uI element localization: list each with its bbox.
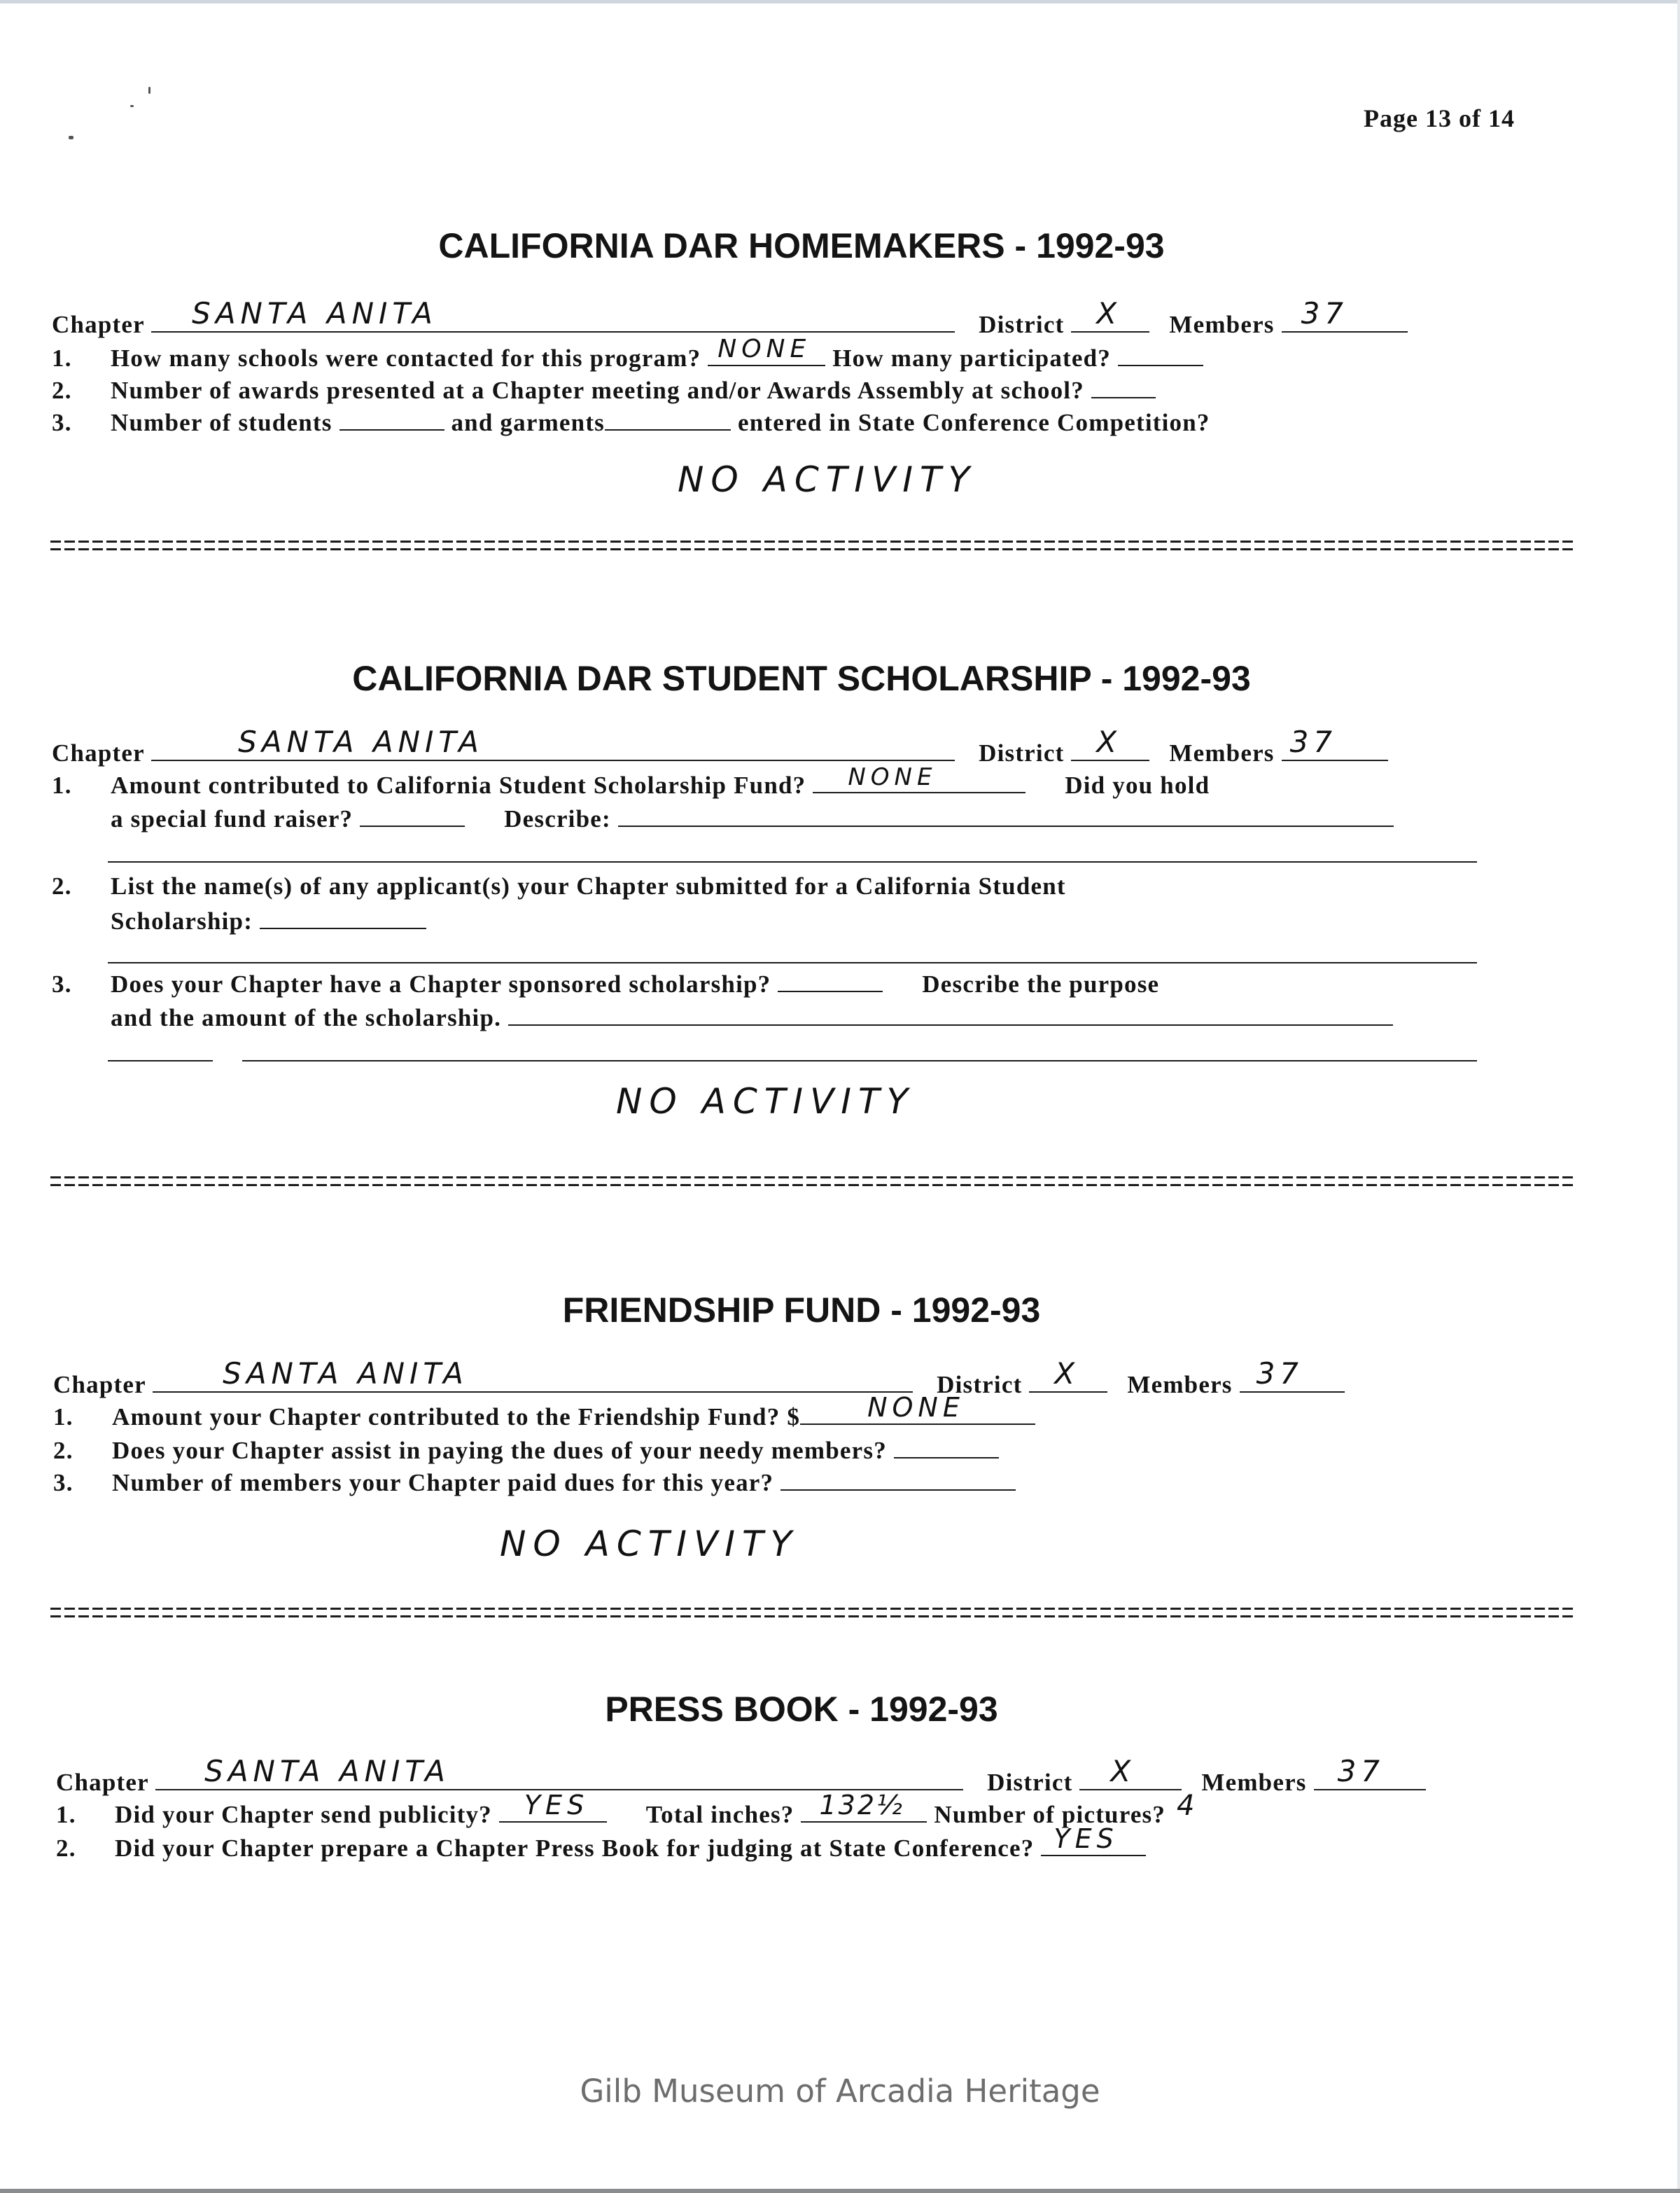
homemakers-q3 xyxy=(52,408,1210,438)
schools-contacted-value: NONE xyxy=(718,335,811,363)
total-inches-field[interactable] xyxy=(801,1790,927,1823)
members-label: Members xyxy=(1169,739,1275,767)
total-inches-value: 132½ xyxy=(819,1790,904,1820)
scholarship-amount-field[interactable] xyxy=(813,763,1026,793)
district-label: District xyxy=(937,1371,1023,1398)
friendship-title: FRIENDSHIP FUND - 1992-93 xyxy=(562,1290,1041,1330)
question-text: Describe: xyxy=(504,805,611,833)
sponsored-scholarship-field[interactable] xyxy=(778,970,883,992)
friendship-q3 xyxy=(53,1468,1016,1498)
press-book-value: YES xyxy=(1054,1823,1119,1854)
scholarship-q3 xyxy=(52,969,1159,1000)
chapter-label: Chapter xyxy=(53,1371,146,1398)
question-text: a special fund raiser? xyxy=(111,805,354,833)
members-value: 37 xyxy=(1256,1356,1304,1391)
question-text: Amount contributed to California Student Scholarship Fund? xyxy=(111,772,806,799)
question-number: 2. xyxy=(56,1835,76,1862)
scholarship-chapter-row xyxy=(52,725,1388,769)
chapter-field[interactable] xyxy=(151,725,955,761)
scholarship-q2-cont xyxy=(111,906,426,937)
purpose-line xyxy=(108,1060,213,1061)
right-edge xyxy=(1677,0,1680,2193)
question-text: Did your Chapter prepare a Chapter Press Book for judging at State Conference? xyxy=(115,1835,1035,1862)
question-number: 3. xyxy=(52,409,72,436)
question-text: Does your Chapter assist in paying the dues of your needy members? xyxy=(112,1437,887,1464)
schools-contacted-field[interactable] xyxy=(708,335,825,366)
chapter-value: SANTA ANITA xyxy=(223,1356,468,1391)
question-text: Did your Chapter send publicity? xyxy=(115,1801,492,1828)
homemakers-q1 xyxy=(52,335,1203,374)
homemakers-q2 xyxy=(52,375,1156,406)
chapter-field[interactable] xyxy=(155,1754,963,1790)
members-paid-field[interactable] xyxy=(780,1468,1016,1491)
watermark: Gilb Museum of Arcadia Heritage xyxy=(580,2073,1100,2110)
fund-raiser-field[interactable] xyxy=(360,805,465,827)
district-field[interactable] xyxy=(1029,1356,1107,1393)
members-value: 37 xyxy=(1337,1754,1385,1788)
scholarship-title: CALIFORNIA DAR STUDENT SCHOLARSHIP - 1992-93 xyxy=(352,659,1251,698)
needy-members-field[interactable] xyxy=(894,1436,999,1458)
district-value: X xyxy=(1096,296,1122,330)
chapter-field[interactable] xyxy=(153,1356,913,1393)
scholarship-amount-value: NONE xyxy=(848,763,937,791)
students-field[interactable] xyxy=(340,408,444,431)
chapter-label: Chapter xyxy=(52,739,145,767)
scan-speck xyxy=(130,105,134,107)
chapter-value: SANTA ANITA xyxy=(238,725,484,759)
question-text: entered in State Conference Competition? xyxy=(737,409,1210,436)
district-value: X xyxy=(1054,1356,1080,1391)
district-value: X xyxy=(1110,1754,1136,1788)
question-number: 1. xyxy=(56,1801,76,1828)
applicants-line xyxy=(108,962,1477,963)
members-label: Members xyxy=(1201,1769,1307,1796)
question-text: Total inches? xyxy=(645,1801,794,1828)
top-edge xyxy=(0,0,1680,4)
pressbook-chapter-row xyxy=(56,1754,1426,1798)
section-divider xyxy=(50,541,1575,550)
scan-speck xyxy=(148,87,150,94)
chapter-label: Chapter xyxy=(56,1769,149,1796)
question-text: List the name(s) of any applicant(s) your Chapter submitted for a California Student xyxy=(111,872,1066,900)
scholarship-q2 xyxy=(52,871,1066,902)
friendship-q2 xyxy=(53,1435,999,1466)
purpose-line xyxy=(242,1060,1477,1061)
members-value: 37 xyxy=(1289,725,1338,759)
publicity-field[interactable] xyxy=(499,1790,607,1823)
question-text: Did you hold xyxy=(1065,772,1210,799)
chapter-field[interactable] xyxy=(151,296,955,333)
pressbook-title: PRESS BOOK - 1992-93 xyxy=(605,1690,998,1729)
publicity-value: YES xyxy=(524,1790,589,1820)
question-text: Does your Chapter have a Chapter sponsored scholarship? xyxy=(111,970,771,998)
question-text: and garments xyxy=(451,409,605,436)
awards-field[interactable] xyxy=(1091,376,1156,398)
members-field[interactable] xyxy=(1240,1356,1345,1393)
members-value: 37 xyxy=(1301,296,1349,330)
question-number: 2. xyxy=(52,377,72,404)
question-number: 2. xyxy=(52,872,72,900)
pictures-value: 4 xyxy=(1177,1790,1200,1822)
question-number: 3. xyxy=(52,970,72,998)
purpose-field[interactable] xyxy=(508,1003,1393,1026)
participated-field[interactable] xyxy=(1118,344,1203,366)
scholarship-q1-cont xyxy=(111,804,1394,835)
members-field[interactable] xyxy=(1314,1754,1426,1790)
section-divider xyxy=(50,1176,1575,1186)
district-field[interactable] xyxy=(1079,1754,1182,1790)
district-label: District xyxy=(979,311,1065,338)
garments-field[interactable] xyxy=(605,408,731,431)
district-label: District xyxy=(987,1769,1073,1796)
friendship-q1 xyxy=(53,1392,1035,1433)
question-number: 1. xyxy=(52,344,72,372)
bottom-edge xyxy=(0,2189,1680,2193)
applicants-field[interactable] xyxy=(260,907,426,929)
friendship-amount-field[interactable] xyxy=(800,1392,1035,1425)
describe-line xyxy=(108,861,1477,863)
district-field[interactable] xyxy=(1071,725,1149,761)
members-label: Members xyxy=(1169,311,1275,338)
question-text: How many participated? xyxy=(832,344,1111,372)
chapter-value: SANTA ANITA xyxy=(192,296,438,330)
members-label: Members xyxy=(1127,1371,1233,1398)
page-number: Page 13 of 14 xyxy=(1364,104,1515,132)
section-divider xyxy=(50,1608,1575,1617)
pressbook-q1 xyxy=(56,1790,1214,1830)
question-text: Describe the purpose xyxy=(922,970,1160,998)
question-text: Number of pictures? xyxy=(934,1801,1166,1828)
question-text: How many schools were contacted for this program? xyxy=(111,344,701,372)
district-value: X xyxy=(1096,725,1122,759)
friendship-chapter-row xyxy=(53,1356,1345,1400)
district-field[interactable] xyxy=(1071,296,1149,333)
question-number: 1. xyxy=(52,772,72,799)
district-label: District xyxy=(979,739,1065,767)
question-number: 3. xyxy=(53,1469,74,1496)
question-number: 2. xyxy=(53,1437,74,1464)
friendship-note: NO ACTIVITY xyxy=(500,1524,799,1564)
scan-speck xyxy=(69,136,74,139)
homemakers-note: NO ACTIVITY xyxy=(678,459,977,500)
chapter-label: Chapter xyxy=(52,311,145,338)
homemakers-title: CALIFORNIA DAR HOMEMAKERS - 1992-93 xyxy=(438,226,1165,265)
members-field[interactable] xyxy=(1282,725,1388,761)
question-text: Number of members your Chapter paid dues for this year? xyxy=(112,1469,774,1496)
friendship-amount-value: NONE xyxy=(867,1392,965,1423)
question-number: 1. xyxy=(53,1403,74,1430)
question-text: Number of awards presented at a Chapter meeting and/or Awards Assembly at school? xyxy=(111,377,1084,404)
question-text: Scholarship: xyxy=(111,907,253,935)
question-text: Amount your Chapter contributed to the Friendship Fund? $ xyxy=(112,1403,801,1430)
scholarship-q3-cont xyxy=(111,1003,1393,1033)
members-field[interactable] xyxy=(1282,296,1408,333)
pressbook-q2 xyxy=(56,1823,1146,1864)
scholarship-q1 xyxy=(52,763,1210,801)
scholarship-note: NO ACTIVITY xyxy=(616,1081,916,1122)
chapter-value: SANTA ANITA xyxy=(204,1754,450,1788)
press-book-field[interactable] xyxy=(1041,1823,1146,1856)
question-text: and the amount of the scholarship. xyxy=(111,1004,502,1031)
describe-field[interactable] xyxy=(618,805,1394,827)
question-text: Number of students xyxy=(111,409,332,436)
